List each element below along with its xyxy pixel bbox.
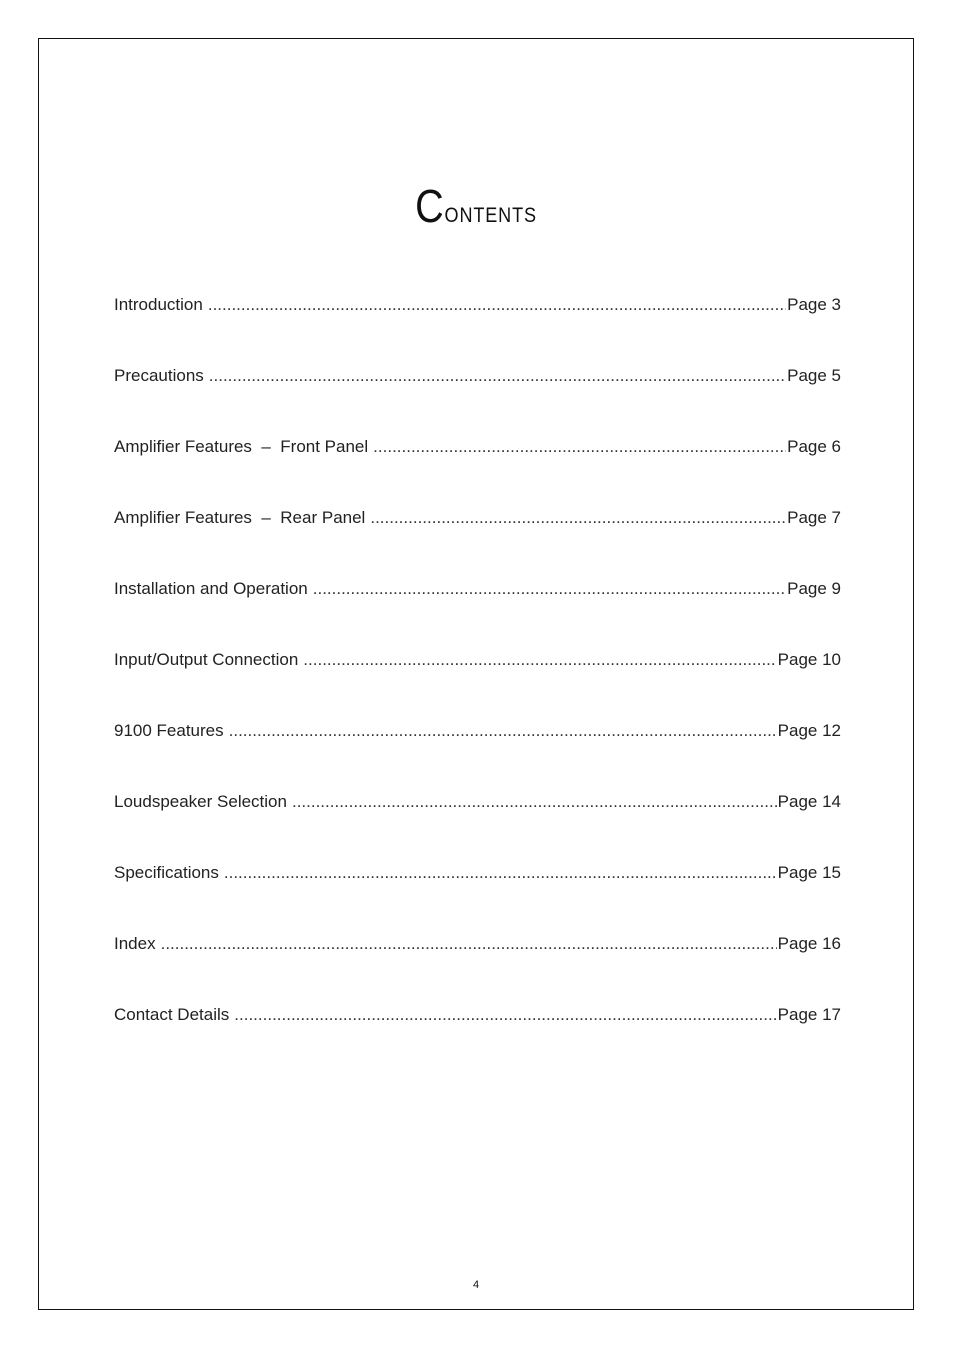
toc-entry-precautions[interactable] bbox=[114, 366, 841, 437]
toc-entry-index[interactable] bbox=[114, 934, 841, 1005]
toc-entry-page: Page 9 bbox=[787, 579, 841, 598]
toc-leader-dots bbox=[224, 863, 777, 883]
toc-entry-label: Contact Details bbox=[114, 1005, 230, 1024]
toc-leader-dots bbox=[370, 508, 786, 528]
page-frame bbox=[38, 38, 914, 1310]
toc-entry-label: Introduction bbox=[114, 295, 203, 314]
toc-leader-dots bbox=[208, 295, 786, 315]
toc-entry-label: Amplifier Features – Front Panel bbox=[114, 437, 369, 456]
toc-entry-page: Page 5 bbox=[787, 366, 841, 385]
toc-entry-page: Page 12 bbox=[777, 721, 841, 740]
toc-entry-page: Page 16 bbox=[777, 934, 841, 953]
toc-entry-label: Specifications bbox=[114, 863, 219, 882]
toc-leader-dots bbox=[209, 366, 786, 386]
toc-entry-9100-features[interactable] bbox=[114, 721, 841, 792]
page-number: 4 bbox=[472, 1279, 480, 1291]
toc-entry-label: Amplifier Features – Rear Panel bbox=[114, 508, 366, 527]
toc-entry-label: Precautions bbox=[114, 366, 204, 385]
toc-entry-page: Page 7 bbox=[787, 508, 841, 527]
toc-entry-io-connection[interactable] bbox=[114, 650, 841, 721]
toc-entry-page: Page 14 bbox=[777, 792, 841, 811]
toc-leader-dots bbox=[161, 934, 777, 954]
toc-entry-label: Installation and Operation bbox=[114, 579, 308, 598]
page-title bbox=[100, 179, 852, 233]
page-title-rest: ontents bbox=[444, 196, 537, 229]
toc-entry-page: Page 15 bbox=[777, 863, 841, 882]
toc-entry-page: Page 6 bbox=[787, 437, 841, 456]
toc-leader-dots bbox=[234, 1005, 776, 1025]
toc-entry-label: Index bbox=[114, 934, 156, 953]
toc-entry-front-panel[interactable] bbox=[114, 437, 841, 508]
toc-entry-rear-panel[interactable] bbox=[114, 508, 841, 579]
toc-leader-dots bbox=[313, 579, 786, 599]
toc-entry-page: Page 17 bbox=[777, 1005, 841, 1024]
toc-entry-specifications[interactable] bbox=[114, 863, 841, 934]
toc-leader-dots bbox=[303, 650, 776, 670]
toc-entry-label: 9100 Features bbox=[114, 721, 224, 740]
toc-entry-loudspeaker[interactable] bbox=[114, 792, 841, 863]
toc-leader-dots bbox=[373, 437, 786, 457]
table-of-contents bbox=[114, 295, 841, 1076]
toc-leader-dots bbox=[229, 721, 777, 741]
toc-entry-installation[interactable] bbox=[114, 579, 841, 650]
toc-leader-dots bbox=[292, 792, 777, 812]
toc-entry-page: Page 3 bbox=[787, 295, 841, 314]
toc-entry-label: Loudspeaker Selection bbox=[114, 792, 287, 811]
toc-entry-introduction[interactable] bbox=[114, 295, 841, 366]
toc-entry-page: Page 10 bbox=[777, 650, 841, 669]
toc-entry-contact[interactable] bbox=[114, 1005, 841, 1076]
page-title-initial: C bbox=[415, 180, 445, 232]
toc-entry-label: Input/Output Connection bbox=[114, 650, 299, 669]
